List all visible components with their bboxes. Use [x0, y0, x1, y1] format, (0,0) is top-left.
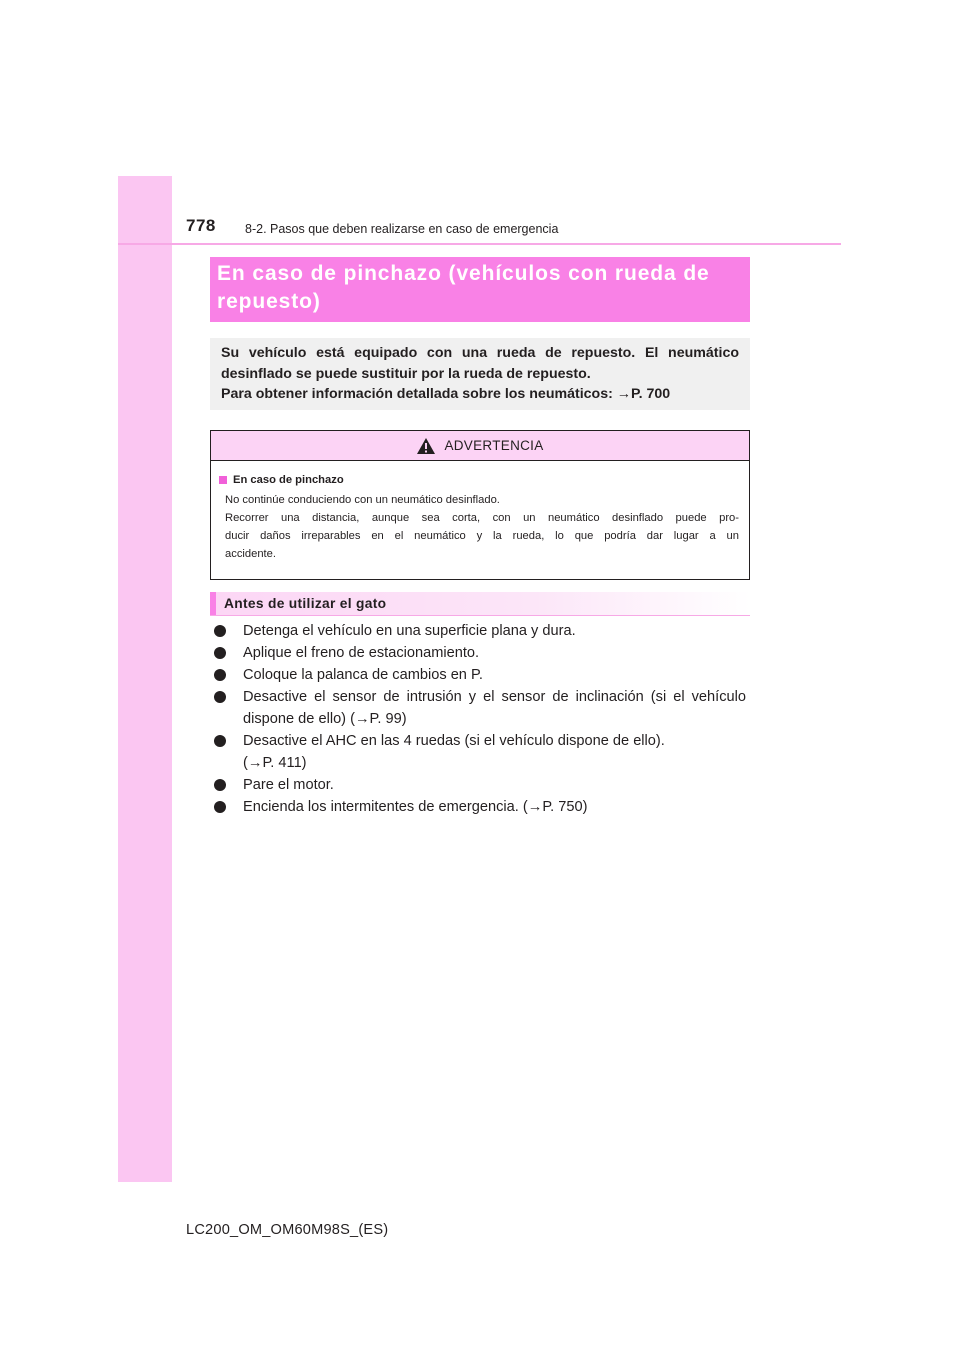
list-item-text: Aplique el freno de estacionamiento. [243, 645, 480, 661]
warning-box [210, 430, 750, 580]
list-item [214, 796, 746, 818]
bullet-dot-icon [214, 691, 226, 703]
warning-line: Recorrer una distancia, aunque sea corta, con un neumático desinflado puede pro- [225, 512, 739, 524]
warning-line: No continúe conduciendo con un neumático desinflado. [225, 494, 500, 506]
section-header: 8-2. Pasos que deben realizarse en caso de emergencia [245, 222, 559, 236]
warning-paragraph [225, 491, 739, 563]
warning-line: accidente. [225, 548, 276, 560]
side-color-band [118, 176, 172, 1182]
list-item [214, 664, 746, 686]
list-item [214, 620, 746, 642]
intro-line-1: Su vehículo está equipado con una rueda de repuesto. El neumático [221, 345, 739, 361]
page-number: 778 [186, 216, 216, 235]
list-item-text: Coloque la palanca de cambios en P. [243, 667, 483, 683]
bullet-dot-icon [214, 625, 226, 637]
list-item [214, 642, 746, 664]
bullet-dot-icon [214, 779, 226, 791]
list-item [214, 774, 746, 796]
title-line-1: En caso de pinchazo (vehículos con rueda de [217, 262, 710, 285]
subsection-accent-bar [210, 592, 216, 615]
title-line-2: repuesto) [217, 290, 321, 313]
list-item [214, 730, 746, 774]
list-item-text: dispone de ello) (→P. 99) [243, 711, 407, 727]
bullet-dot-icon [214, 669, 226, 681]
list-item-text: Pare el motor. [243, 777, 334, 793]
subsection-heading [210, 592, 750, 616]
intro-line-2: desinflado se puede sustituir por la rueda de repuesto. [221, 365, 591, 382]
intro-box [210, 338, 750, 410]
header-divider [118, 243, 841, 245]
warning-subheading [219, 474, 739, 486]
warning-body [211, 461, 749, 563]
footer-code: LC200_OM_OM60M98S_(ES) [186, 1222, 389, 1238]
intro-line-3: Para obtener información detallada sobre los neumáticos: →P. 700 [221, 386, 671, 402]
warning-header [211, 431, 749, 461]
title-box [210, 257, 750, 322]
warning-triangle-icon [416, 437, 436, 455]
list-item-text: (→P. 411) [243, 755, 307, 771]
bullet-dot-icon [214, 735, 226, 747]
bullet-dot-icon [214, 647, 226, 659]
warning-subheading-text: En caso de pinchazo [233, 474, 344, 486]
list-item-text: Encienda los intermitentes de emergencia. (→P. 750) [243, 799, 588, 815]
square-bullet-icon [219, 476, 227, 484]
list-item [214, 686, 746, 730]
bullet-list [214, 620, 746, 818]
list-item-text: Detenga el vehículo en una superficie plana y dura. [243, 623, 576, 639]
subsection-title: Antes de utilizar el gato [224, 596, 387, 611]
warning-line: ducir daños irreparables en el neumático y la rueda, lo que podría dar lugar a un [225, 530, 739, 542]
list-item-text: Desactive el AHC en las 4 ruedas (si el vehículo dispone de ello). [243, 733, 665, 749]
bullet-dot-icon [214, 801, 226, 813]
warning-title: ADVERTENCIA [444, 438, 544, 453]
list-item-text: Desactive el sensor de intrusión y el sensor de inclinación (si el vehículo [243, 689, 746, 705]
